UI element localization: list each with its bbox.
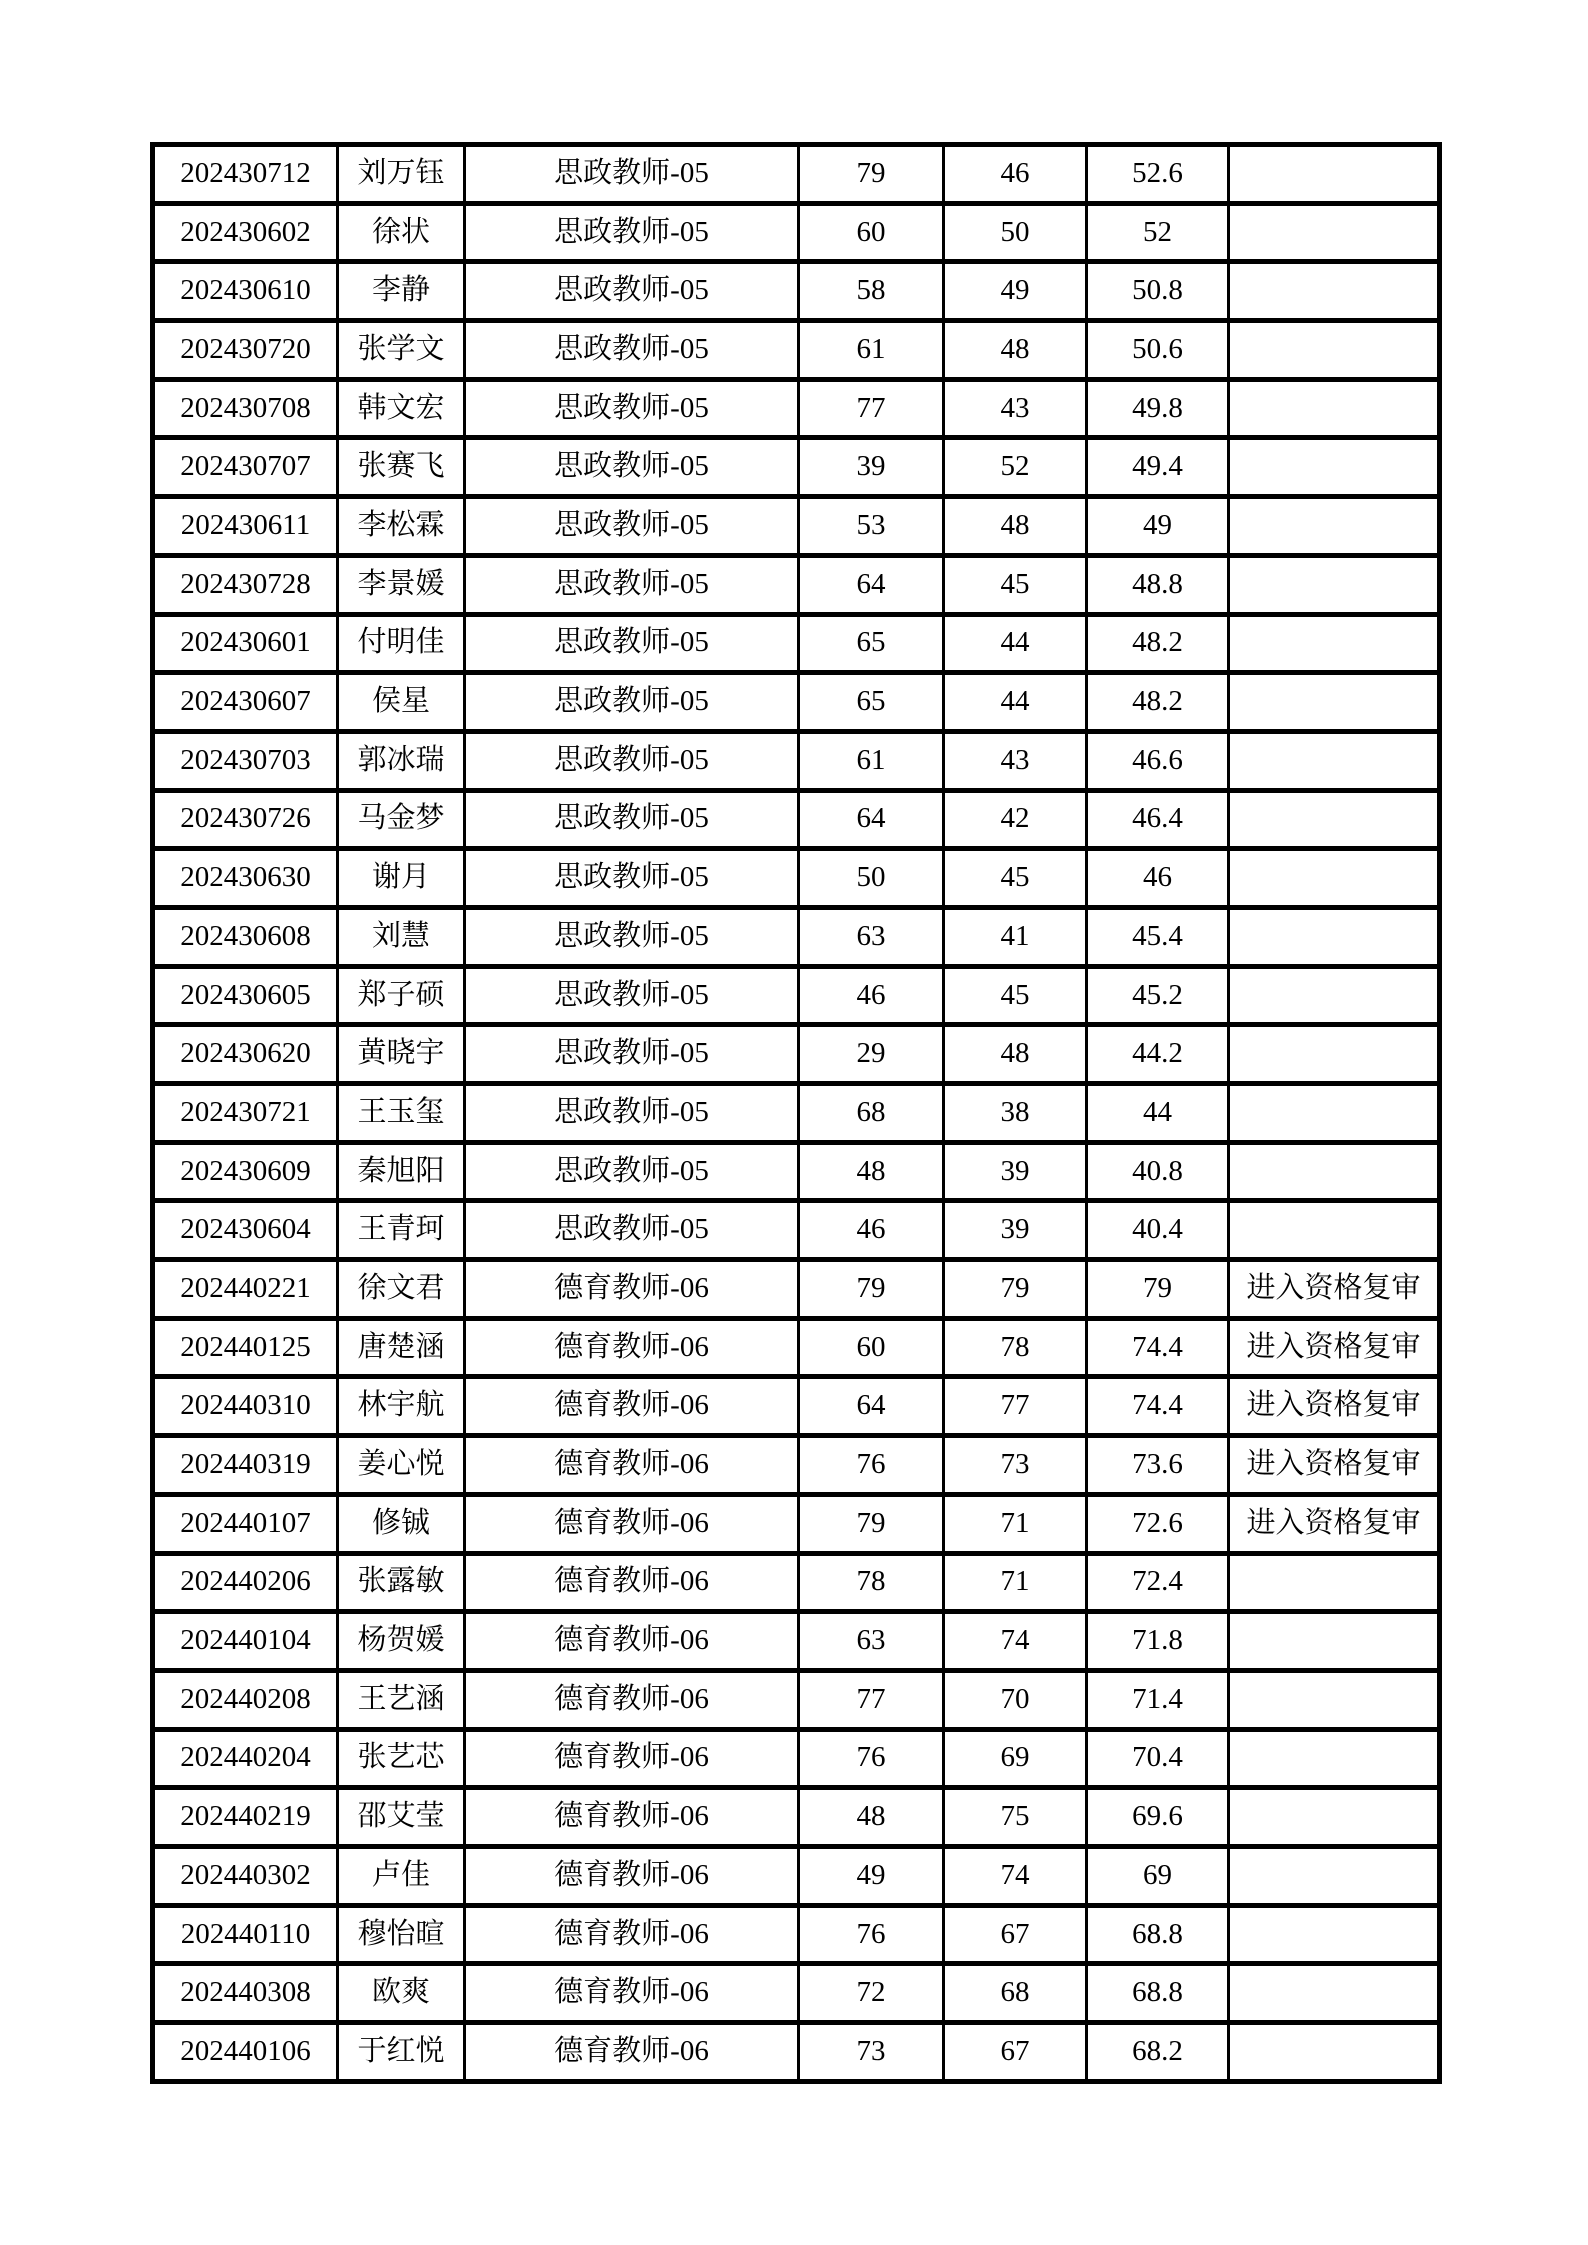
cell-position: 思政教师-05 xyxy=(465,438,799,497)
cell-id: 202430728 xyxy=(153,555,338,614)
table-row xyxy=(153,497,1440,556)
cell-position: 德育教师-06 xyxy=(465,1964,799,2023)
cell-name: 韩文宏 xyxy=(338,379,465,438)
cell-id: 202430611 xyxy=(153,497,338,556)
cell-position: 思政教师-05 xyxy=(465,497,799,556)
cell-remark xyxy=(1229,1612,1440,1671)
cell-id: 202430607 xyxy=(153,673,338,732)
cell-name: 李景媛 xyxy=(338,555,465,614)
cell-total: 44.2 xyxy=(1087,1025,1229,1084)
table-row xyxy=(153,1142,1440,1201)
cell-id: 202430708 xyxy=(153,379,338,438)
cell-score2: 79 xyxy=(944,1260,1087,1319)
table-row xyxy=(153,1201,1440,1260)
cell-score2: 42 xyxy=(944,790,1087,849)
cell-score2: 44 xyxy=(944,673,1087,732)
cell-id: 202440308 xyxy=(153,1964,338,2023)
cell-score2: 69 xyxy=(944,1729,1087,1788)
cell-remark xyxy=(1229,966,1440,1025)
cell-score1: 63 xyxy=(799,907,944,966)
cell-total: 48.2 xyxy=(1087,673,1229,732)
cell-name: 张学文 xyxy=(338,321,465,380)
cell-score1: 64 xyxy=(799,1377,944,1436)
cell-remark xyxy=(1229,145,1440,204)
cell-id: 202440208 xyxy=(153,1670,338,1729)
cell-remark xyxy=(1229,731,1440,790)
table-row xyxy=(153,790,1440,849)
table-row xyxy=(153,203,1440,262)
cell-remark xyxy=(1229,555,1440,614)
cell-id: 202440219 xyxy=(153,1788,338,1847)
table-row xyxy=(153,555,1440,614)
cell-position: 思政教师-05 xyxy=(465,262,799,321)
cell-position: 思政教师-05 xyxy=(465,145,799,204)
cell-id: 202430707 xyxy=(153,438,338,497)
cell-score2: 78 xyxy=(944,1318,1087,1377)
cell-total: 49 xyxy=(1087,497,1229,556)
cell-position: 德育教师-06 xyxy=(465,1670,799,1729)
cell-remark xyxy=(1229,2023,1440,2082)
table-row xyxy=(153,1494,1440,1553)
cell-name: 付明佳 xyxy=(338,614,465,673)
cell-position: 思政教师-05 xyxy=(465,555,799,614)
cell-id: 202440125 xyxy=(153,1318,338,1377)
cell-name: 张赛飞 xyxy=(338,438,465,497)
table-row xyxy=(153,321,1440,380)
cell-score2: 43 xyxy=(944,731,1087,790)
cell-name: 张露敏 xyxy=(338,1553,465,1612)
cell-total: 74.4 xyxy=(1087,1377,1229,1436)
cell-score2: 43 xyxy=(944,379,1087,438)
cell-position: 德育教师-06 xyxy=(465,1846,799,1905)
table-row xyxy=(153,673,1440,732)
cell-id: 202430721 xyxy=(153,1084,338,1143)
cell-remark xyxy=(1229,1846,1440,1905)
cell-score2: 68 xyxy=(944,1964,1087,2023)
cell-position: 思政教师-05 xyxy=(465,203,799,262)
table-row xyxy=(153,1670,1440,1729)
cell-total: 73.6 xyxy=(1087,1436,1229,1495)
cell-position: 思政教师-05 xyxy=(465,790,799,849)
cell-score1: 60 xyxy=(799,203,944,262)
cell-score2: 38 xyxy=(944,1084,1087,1143)
cell-position: 德育教师-06 xyxy=(465,1260,799,1319)
cell-total: 40.4 xyxy=(1087,1201,1229,1260)
cell-score1: 46 xyxy=(799,966,944,1025)
cell-score1: 65 xyxy=(799,673,944,732)
cell-id: 202430620 xyxy=(153,1025,338,1084)
cell-total: 45.2 xyxy=(1087,966,1229,1025)
cell-score2: 39 xyxy=(944,1142,1087,1201)
table-row xyxy=(153,1084,1440,1143)
cell-remark: 进入资格复审 xyxy=(1229,1318,1440,1377)
table-row xyxy=(153,2023,1440,2082)
cell-remark xyxy=(1229,1025,1440,1084)
cell-name: 王青珂 xyxy=(338,1201,465,1260)
cell-position: 思政教师-05 xyxy=(465,907,799,966)
table-row xyxy=(153,1377,1440,1436)
results-table xyxy=(150,142,1442,2084)
cell-total: 52 xyxy=(1087,203,1229,262)
cell-remark xyxy=(1229,790,1440,849)
cell-remark xyxy=(1229,1788,1440,1847)
cell-total: 72.4 xyxy=(1087,1553,1229,1612)
cell-score2: 45 xyxy=(944,849,1087,908)
table-row xyxy=(153,1436,1440,1495)
cell-score2: 41 xyxy=(944,907,1087,966)
cell-name: 卢佳 xyxy=(338,1846,465,1905)
cell-position: 德育教师-06 xyxy=(465,1729,799,1788)
cell-total: 71.8 xyxy=(1087,1612,1229,1671)
cell-position: 德育教师-06 xyxy=(465,2023,799,2082)
cell-total: 45.4 xyxy=(1087,907,1229,966)
cell-score1: 46 xyxy=(799,1201,944,1260)
table-row xyxy=(153,1318,1440,1377)
cell-total: 46.6 xyxy=(1087,731,1229,790)
cell-id: 202440221 xyxy=(153,1260,338,1319)
cell-name: 于红悦 xyxy=(338,2023,465,2082)
cell-id: 202430604 xyxy=(153,1201,338,1260)
cell-score2: 77 xyxy=(944,1377,1087,1436)
cell-remark: 进入资格复审 xyxy=(1229,1377,1440,1436)
cell-remark xyxy=(1229,1553,1440,1612)
cell-score1: 79 xyxy=(799,1260,944,1319)
cell-id: 202430605 xyxy=(153,966,338,1025)
cell-score1: 63 xyxy=(799,1612,944,1671)
cell-position: 思政教师-05 xyxy=(465,1201,799,1260)
cell-total: 40.8 xyxy=(1087,1142,1229,1201)
cell-name: 李静 xyxy=(338,262,465,321)
cell-position: 德育教师-06 xyxy=(465,1377,799,1436)
cell-total: 50.6 xyxy=(1087,321,1229,380)
cell-score1: 64 xyxy=(799,790,944,849)
cell-position: 思政教师-05 xyxy=(465,614,799,673)
cell-total: 68.8 xyxy=(1087,1964,1229,2023)
table-row xyxy=(153,262,1440,321)
cell-id: 202440106 xyxy=(153,2023,338,2082)
cell-score1: 76 xyxy=(799,1729,944,1788)
cell-total: 49.4 xyxy=(1087,438,1229,497)
cell-score2: 73 xyxy=(944,1436,1087,1495)
cell-total: 74.4 xyxy=(1087,1318,1229,1377)
cell-score1: 73 xyxy=(799,2023,944,2082)
cell-name: 邵艾莹 xyxy=(338,1788,465,1847)
cell-id: 202440104 xyxy=(153,1612,338,1671)
table-row xyxy=(153,614,1440,673)
cell-score2: 74 xyxy=(944,1846,1087,1905)
cell-score1: 79 xyxy=(799,145,944,204)
cell-remark xyxy=(1229,1201,1440,1260)
cell-id: 202430703 xyxy=(153,731,338,790)
cell-score2: 75 xyxy=(944,1788,1087,1847)
cell-score2: 48 xyxy=(944,321,1087,380)
cell-score1: 78 xyxy=(799,1553,944,1612)
cell-score1: 77 xyxy=(799,379,944,438)
cell-score1: 49 xyxy=(799,1846,944,1905)
cell-score1: 61 xyxy=(799,731,944,790)
cell-name: 张艺芯 xyxy=(338,1729,465,1788)
cell-score2: 45 xyxy=(944,966,1087,1025)
cell-remark xyxy=(1229,203,1440,262)
cell-remark xyxy=(1229,1084,1440,1143)
cell-id: 202430712 xyxy=(153,145,338,204)
cell-id: 202430610 xyxy=(153,262,338,321)
cell-score2: 70 xyxy=(944,1670,1087,1729)
table-row xyxy=(153,1788,1440,1847)
cell-name: 刘慧 xyxy=(338,907,465,966)
cell-remark xyxy=(1229,262,1440,321)
cell-score1: 65 xyxy=(799,614,944,673)
cell-score1: 48 xyxy=(799,1142,944,1201)
table-row xyxy=(153,145,1440,204)
cell-id: 202440107 xyxy=(153,1494,338,1553)
cell-total: 48.8 xyxy=(1087,555,1229,614)
cell-score1: 64 xyxy=(799,555,944,614)
cell-position: 思政教师-05 xyxy=(465,1025,799,1084)
cell-position: 德育教师-06 xyxy=(465,1436,799,1495)
cell-score1: 61 xyxy=(799,321,944,380)
table-row xyxy=(153,731,1440,790)
cell-score2: 49 xyxy=(944,262,1087,321)
cell-name: 李松霖 xyxy=(338,497,465,556)
cell-position: 思政教师-05 xyxy=(465,321,799,380)
cell-total: 50.8 xyxy=(1087,262,1229,321)
cell-remark xyxy=(1229,1905,1440,1964)
cell-id: 202440206 xyxy=(153,1553,338,1612)
cell-position: 思政教师-05 xyxy=(465,966,799,1025)
cell-remark xyxy=(1229,614,1440,673)
cell-position: 思政教师-05 xyxy=(465,1084,799,1143)
table-row xyxy=(153,438,1440,497)
cell-remark xyxy=(1229,438,1440,497)
cell-position: 德育教师-06 xyxy=(465,1612,799,1671)
cell-total: 71.4 xyxy=(1087,1670,1229,1729)
cell-id: 202440319 xyxy=(153,1436,338,1495)
cell-total: 44 xyxy=(1087,1084,1229,1143)
cell-id: 202430720 xyxy=(153,321,338,380)
cell-total: 69 xyxy=(1087,1846,1229,1905)
cell-id: 202440302 xyxy=(153,1846,338,1905)
cell-total: 48.2 xyxy=(1087,614,1229,673)
cell-position: 德育教师-06 xyxy=(465,1905,799,1964)
cell-score2: 45 xyxy=(944,555,1087,614)
cell-remark xyxy=(1229,907,1440,966)
cell-name: 修铖 xyxy=(338,1494,465,1553)
table-row xyxy=(153,1905,1440,1964)
cell-total: 70.4 xyxy=(1087,1729,1229,1788)
cell-position: 思政教师-05 xyxy=(465,849,799,908)
cell-score2: 39 xyxy=(944,1201,1087,1260)
table-row xyxy=(153,849,1440,908)
cell-name: 马金梦 xyxy=(338,790,465,849)
cell-position: 思政教师-05 xyxy=(465,379,799,438)
cell-score1: 79 xyxy=(799,1494,944,1553)
cell-score1: 48 xyxy=(799,1788,944,1847)
cell-name: 徐文君 xyxy=(338,1260,465,1319)
cell-total: 46.4 xyxy=(1087,790,1229,849)
cell-remark: 进入资格复审 xyxy=(1229,1436,1440,1495)
table-row xyxy=(153,1846,1440,1905)
cell-score2: 48 xyxy=(944,497,1087,556)
cell-total: 69.6 xyxy=(1087,1788,1229,1847)
table-row xyxy=(153,966,1440,1025)
cell-score1: 60 xyxy=(799,1318,944,1377)
cell-score2: 44 xyxy=(944,614,1087,673)
cell-id: 202430630 xyxy=(153,849,338,908)
cell-score2: 48 xyxy=(944,1025,1087,1084)
cell-id: 202440204 xyxy=(153,1729,338,1788)
cell-score2: 74 xyxy=(944,1612,1087,1671)
cell-name: 侯星 xyxy=(338,673,465,732)
cell-id: 202430602 xyxy=(153,203,338,262)
cell-name: 唐楚涵 xyxy=(338,1318,465,1377)
results-table-body xyxy=(153,145,1440,2082)
cell-remark xyxy=(1229,673,1440,732)
table-row xyxy=(153,1260,1440,1319)
cell-remark xyxy=(1229,1670,1440,1729)
cell-id: 202430609 xyxy=(153,1142,338,1201)
cell-remark xyxy=(1229,1964,1440,2023)
cell-remark: 进入资格复审 xyxy=(1229,1260,1440,1319)
cell-id: 202440110 xyxy=(153,1905,338,1964)
table-row xyxy=(153,1964,1440,2023)
cell-score2: 67 xyxy=(944,1905,1087,1964)
cell-name: 郑子硕 xyxy=(338,966,465,1025)
cell-id: 202430601 xyxy=(153,614,338,673)
cell-score2: 46 xyxy=(944,145,1087,204)
cell-name: 王艺涵 xyxy=(338,1670,465,1729)
cell-total: 46 xyxy=(1087,849,1229,908)
cell-position: 思政教师-05 xyxy=(465,673,799,732)
table-row xyxy=(153,1025,1440,1084)
cell-name: 秦旭阳 xyxy=(338,1142,465,1201)
cell-name: 姜心悦 xyxy=(338,1436,465,1495)
cell-position: 德育教师-06 xyxy=(465,1788,799,1847)
cell-id: 202430608 xyxy=(153,907,338,966)
cell-score1: 68 xyxy=(799,1084,944,1143)
cell-remark xyxy=(1229,1142,1440,1201)
table-row xyxy=(153,1553,1440,1612)
cell-score2: 50 xyxy=(944,203,1087,262)
cell-score1: 39 xyxy=(799,438,944,497)
cell-name: 徐状 xyxy=(338,203,465,262)
cell-remark xyxy=(1229,379,1440,438)
cell-score2: 71 xyxy=(944,1494,1087,1553)
cell-position: 德育教师-06 xyxy=(465,1553,799,1612)
cell-score1: 53 xyxy=(799,497,944,556)
cell-remark xyxy=(1229,849,1440,908)
cell-score1: 72 xyxy=(799,1964,944,2023)
cell-id: 202440310 xyxy=(153,1377,338,1436)
cell-score1: 76 xyxy=(799,1436,944,1495)
cell-name: 欧爽 xyxy=(338,1964,465,2023)
cell-name: 刘万钰 xyxy=(338,145,465,204)
cell-name: 杨贺媛 xyxy=(338,1612,465,1671)
cell-position: 德育教师-06 xyxy=(465,1494,799,1553)
cell-total: 52.6 xyxy=(1087,145,1229,204)
cell-name: 林宇航 xyxy=(338,1377,465,1436)
cell-score2: 52 xyxy=(944,438,1087,497)
cell-score1: 76 xyxy=(799,1905,944,1964)
cell-total: 72.6 xyxy=(1087,1494,1229,1553)
table-row xyxy=(153,1612,1440,1671)
cell-score2: 67 xyxy=(944,2023,1087,2082)
cell-remark xyxy=(1229,1729,1440,1788)
table-row xyxy=(153,1729,1440,1788)
cell-name: 黄晓宇 xyxy=(338,1025,465,1084)
cell-total: 68.8 xyxy=(1087,1905,1229,1964)
cell-remark xyxy=(1229,321,1440,380)
cell-position: 德育教师-06 xyxy=(465,1318,799,1377)
cell-position: 思政教师-05 xyxy=(465,1142,799,1201)
cell-remark xyxy=(1229,497,1440,556)
cell-name: 穆怡暄 xyxy=(338,1905,465,1964)
cell-id: 202430726 xyxy=(153,790,338,849)
cell-name: 王玉玺 xyxy=(338,1084,465,1143)
cell-name: 谢月 xyxy=(338,849,465,908)
cell-score1: 58 xyxy=(799,262,944,321)
cell-total: 79 xyxy=(1087,1260,1229,1319)
cell-score1: 77 xyxy=(799,1670,944,1729)
cell-name: 郭冰瑞 xyxy=(338,731,465,790)
cell-score2: 71 xyxy=(944,1553,1087,1612)
cell-position: 思政教师-05 xyxy=(465,731,799,790)
table-row xyxy=(153,379,1440,438)
cell-total: 49.8 xyxy=(1087,379,1229,438)
table-row xyxy=(153,907,1440,966)
cell-score1: 29 xyxy=(799,1025,944,1084)
cell-score1: 50 xyxy=(799,849,944,908)
cell-total: 68.2 xyxy=(1087,2023,1229,2082)
cell-remark: 进入资格复审 xyxy=(1229,1494,1440,1553)
